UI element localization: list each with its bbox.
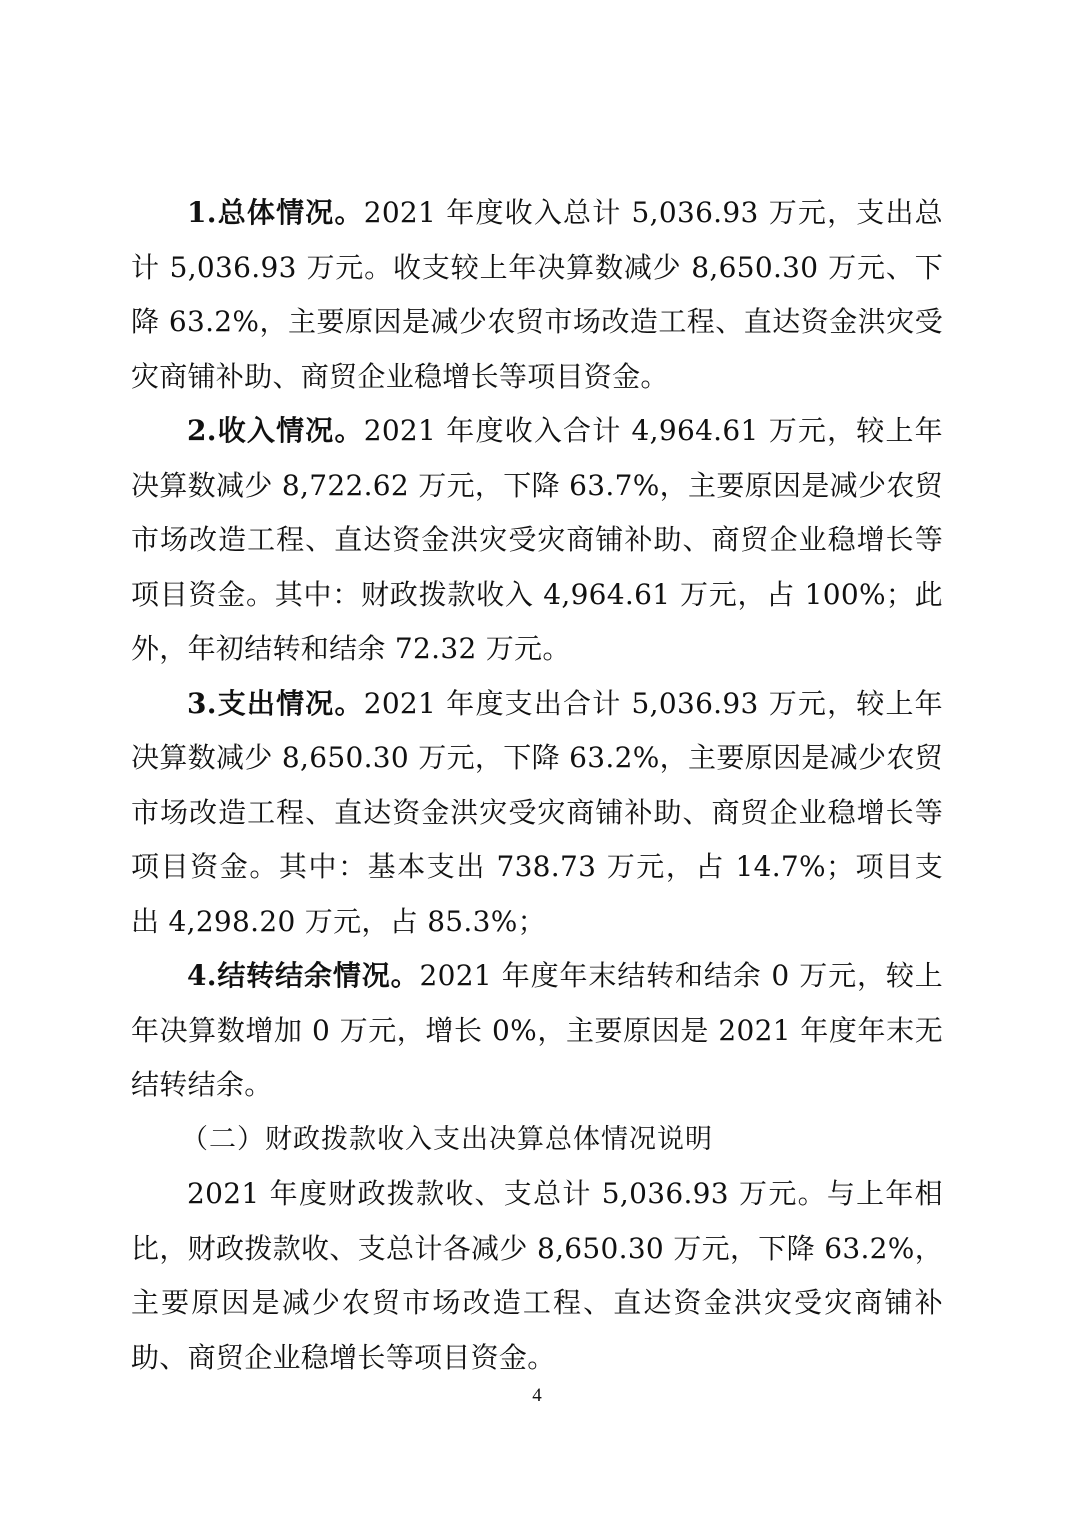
page-body (131, 186, 943, 1385)
paragraph-income (131, 404, 943, 677)
paragraph-expenditure (131, 677, 943, 950)
paragraph-text: 2021 年度收入总计 5,036.93 万元，支出总计 5,036.93 万元。收支较上年决算数减少 8,650.30 万元、下降 63.2%，主要原因是减少农贸市场改造工程、直达资金洪灾受灾商铺补助、商贸企业稳增长等项目资金。 (131, 196, 943, 393)
paragraph-overall (131, 186, 943, 404)
section-heading: （二）财政拨款收入支出决算总体情况说明 (181, 1123, 713, 1155)
paragraph-text: 2021 年度支出合计 5,036.93 万元，较上年决算数减少 8,650.30 万元，下降 63.2%，主要原因是减少农贸市场改造工程、直达资金洪灾受灾商铺补助、商贸企业稳增长等项目资金。其中：基本支出 738.73 万元，占 14.7%；项目支出 4,298.20 万元，占 85.3%； (131, 686, 943, 938)
paragraph-fiscal-summary: 2021 年度财政拨款收、支总计 5,036.93 万元。与上年相比，财政拨款收、支总计各减少 8,650.30 万元，下降 63.2%，主要原因是减少农贸市场改造工程、直达资金洪灾受灾商铺补助、商贸企业稳增长等项目资金。 (131, 1177, 943, 1374)
paragraph-text: 2021 年度收入合计 4,964.61 万元，较上年决算数减少 8,722.62 万元，下降 63.7%，主要原因是减少农贸市场改造工程、直达资金洪灾受灾商铺补助、商贸企业稳增长等项目资金。其中：财政拨款收入 4,964.61 万元，占 100%；此外，年初结转和结余 72.32 万元。 (131, 414, 943, 665)
paragraph-lead: 1.总体情况。 (187, 196, 364, 229)
paragraph-lead: 4.结转结余情况。 (187, 959, 420, 992)
paragraph-text: 2021 年度年末结转和结余 0 万元，较上年决算数增加 0 万元，增长 0%，主要原因是 2021 年度年末无结转结余。 (131, 959, 943, 1101)
paragraph-lead: 2.收入情况。 (187, 414, 364, 447)
paragraph-lead: 3.支出情况。 (187, 686, 364, 720)
paragraph-carryover (131, 949, 943, 1113)
page-number: 4 (532, 1385, 542, 1406)
